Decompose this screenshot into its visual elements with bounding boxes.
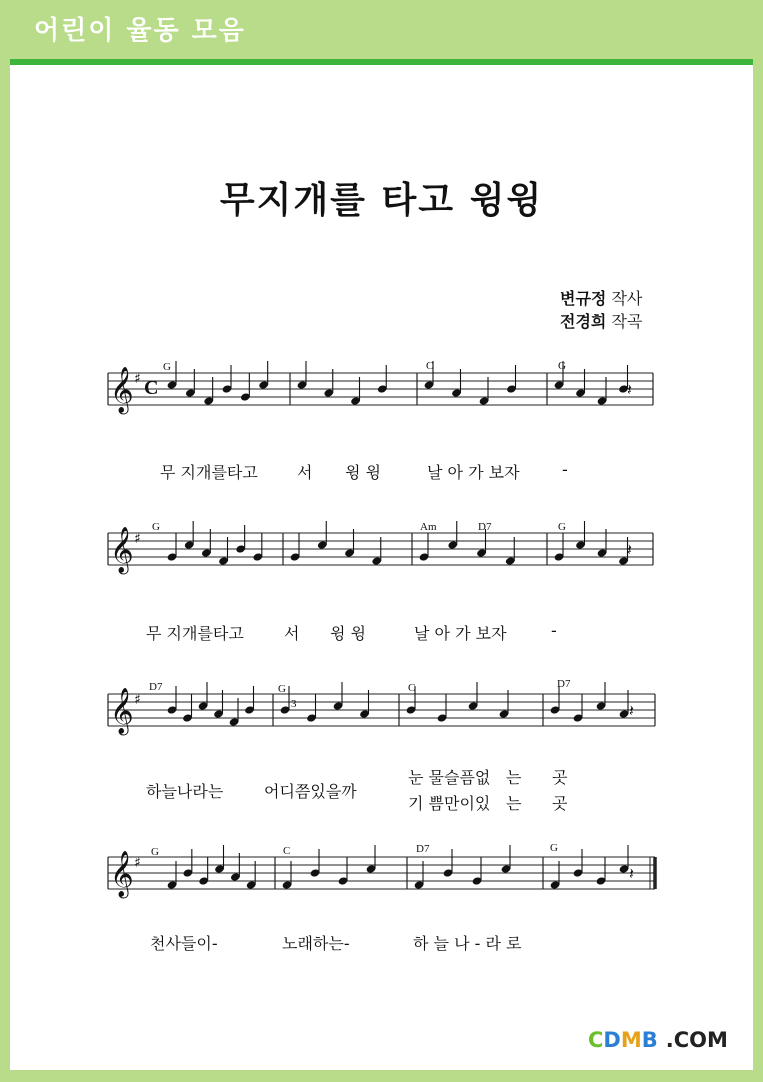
sharp-icon: ♯ [134, 531, 141, 547]
composer-role: 작곡 [611, 312, 643, 331]
quarter-rest-icon: 𝄽 [627, 380, 632, 399]
lyric-r3-c2: 기 쁨만이있 [408, 794, 491, 813]
lyric-r3-d1: 는 [506, 768, 522, 787]
sharp-icon: ♯ [134, 692, 141, 708]
lyric-r2-a: 무 지개를타고 [146, 624, 244, 643]
chord-r2-3: G [558, 521, 566, 533]
lyric-r1-a: 무 지개를타고 [160, 463, 258, 482]
chord-r3-1: G [278, 683, 286, 695]
lyric-r2-d: 날 아 가 보자 [414, 624, 507, 643]
lyricist-role: 작사 [611, 289, 643, 308]
lyric-r1-b: 서 [297, 463, 313, 482]
lyric-r3-e1: 곳 [552, 768, 568, 787]
triplet-mark: 3 [291, 698, 297, 710]
lyric-r1-c: 윙 윙 [345, 463, 381, 482]
chord-r1-0: G [163, 361, 171, 373]
sharp-icon: ♯ [134, 371, 141, 387]
treble-clef-icon: 𝄞 [110, 688, 134, 734]
chord-r2-1: Am [420, 521, 437, 533]
composer-name: 전경희 [560, 312, 607, 331]
lyric-r3-c1: 눈 물슬픔없 [408, 768, 491, 787]
lyric-r2-b: 서 [284, 624, 300, 643]
lyric-r3-b: 어디쯤있을까 [264, 782, 357, 801]
chord-r1-2: G [558, 360, 566, 372]
lyric-r3-e2: 곳 [552, 794, 568, 813]
lyric-r3-d2: 는 [506, 794, 522, 813]
quarter-rest-icon: 𝄽 [629, 701, 634, 720]
lyric-r2-c: 윙 윙 [330, 624, 366, 643]
lyric-r4-b: 노래하는- [282, 934, 350, 953]
chord-r1-1: C [426, 360, 434, 372]
lyric-r1-e: - [562, 460, 568, 479]
treble-clef-icon: 𝄞 [110, 527, 134, 573]
chord-r2-2: D7 [478, 521, 492, 533]
treble-clef-icon: 𝄞 [110, 851, 134, 897]
chord-r4-0: G [151, 846, 159, 858]
chord-r4-2: D7 [416, 843, 430, 855]
lyric-r1-d: 날 아 가 보자 [427, 463, 520, 482]
lyric-r4-c: 하 늘 나 - 라 로 [413, 934, 522, 953]
common-time-icon: C [144, 377, 159, 399]
treble-clef-icon: 𝄞 [110, 367, 134, 413]
lyric-r3-a: 하늘나라는 [146, 782, 224, 801]
chord-r3-0: D7 [149, 681, 163, 693]
site-brand-logo: CDMB .COM [588, 1028, 728, 1052]
chord-r4-3: G [550, 842, 558, 854]
quarter-rest-icon: 𝄽 [627, 540, 632, 559]
lyric-r4-a: 천사들이- [150, 934, 218, 953]
chord-r3-3: D7 [557, 678, 571, 690]
lyricist-name: 변규정 [560, 289, 607, 308]
chord-r4-1: C [283, 845, 291, 857]
header-title: 어린이 율동 모음 [34, 16, 246, 46]
lyric-r2-e: - [551, 621, 557, 640]
chord-r3-2: C [408, 682, 416, 694]
chord-r2-0: G [152, 521, 160, 533]
song-title: 무지개를 타고 윙윙 [219, 180, 544, 221]
sharp-icon: ♯ [134, 855, 141, 871]
quarter-rest-icon: 𝄽 [629, 864, 634, 883]
